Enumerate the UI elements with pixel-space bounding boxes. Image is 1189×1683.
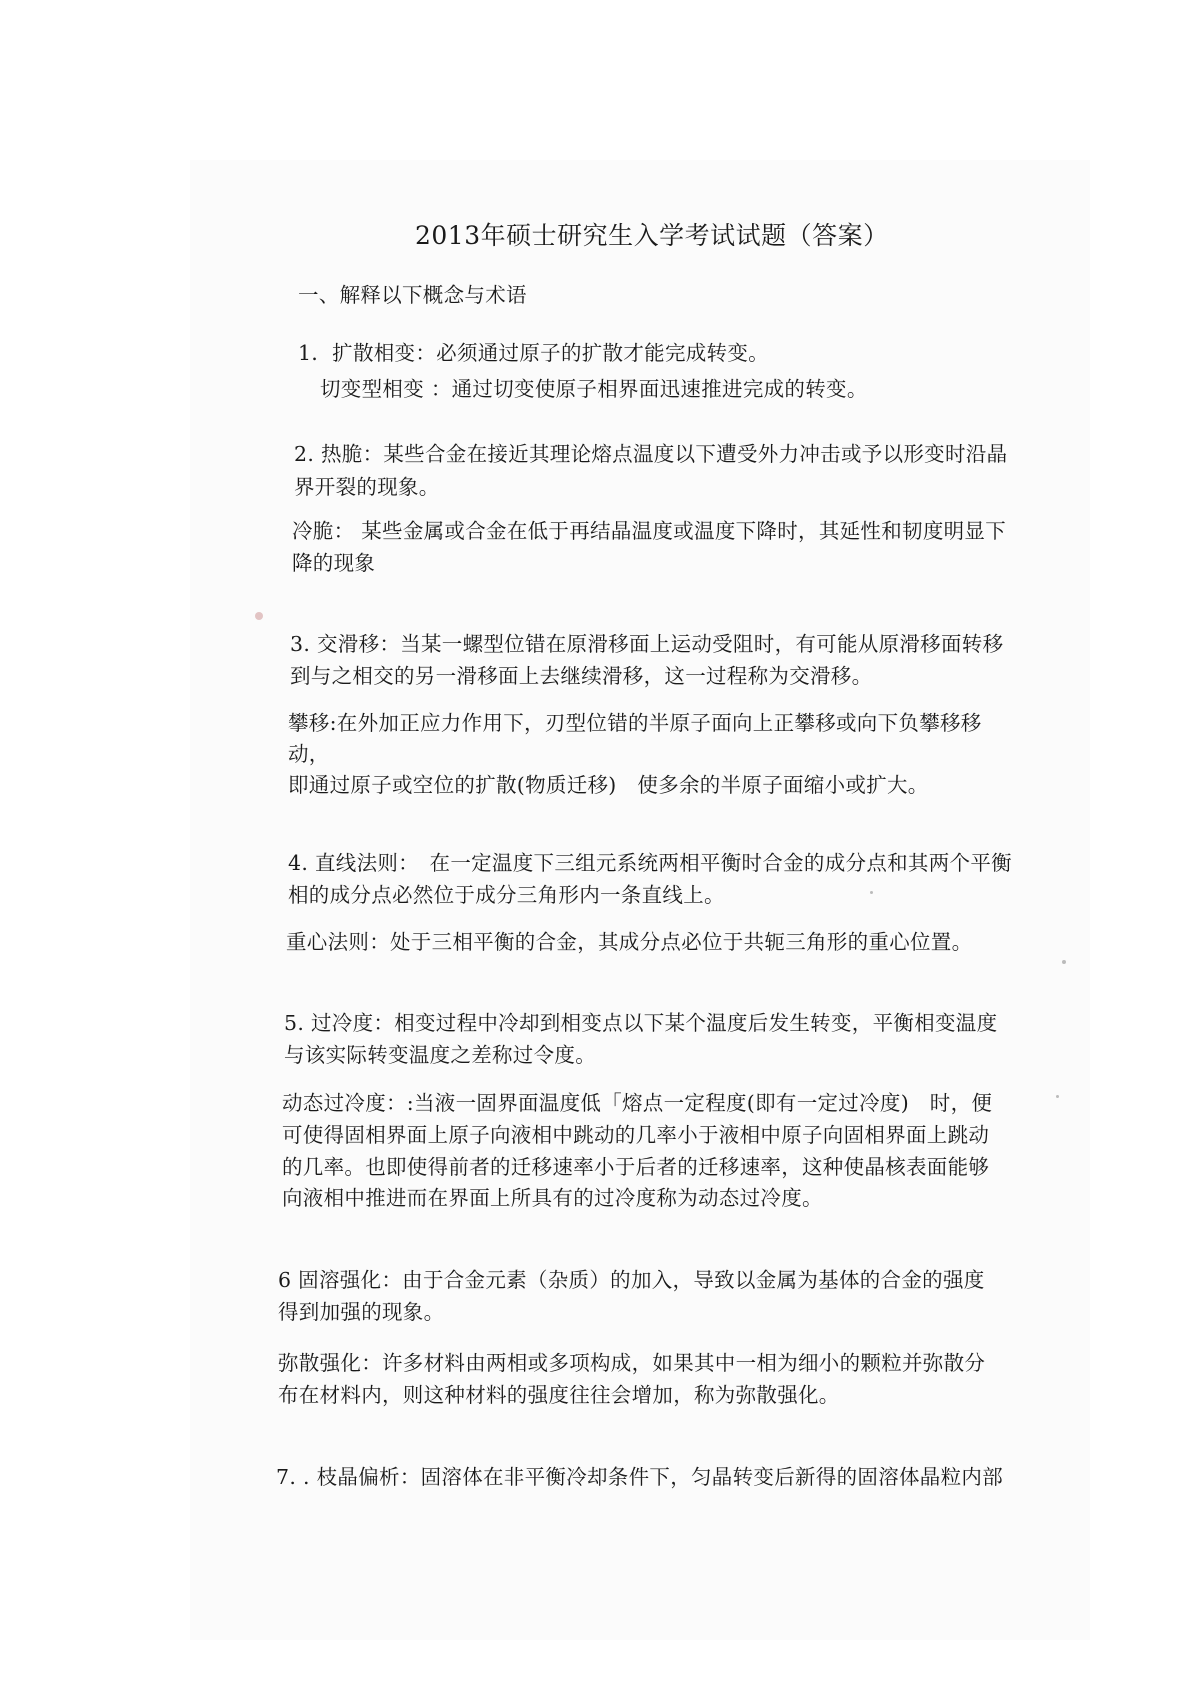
text-line: 6 固溶强化：由于合金元素（杂质）的加入，导致以金属为基体的合金的强度 (278, 1268, 985, 1292)
text-line: 重心法则：处于三相平衡的合金，其成分点必位于共轭三角形的重心位置。 (286, 930, 973, 954)
text-line: 到与之相交的另一滑移面上去继续滑移，这一过程称为交滑移。 (290, 664, 873, 688)
text-line: 弥散强化：许多材料由两相或多项构成，如果其中一相为细小的颗粒并弥散分 (278, 1351, 986, 1375)
text-line: 3. 交滑移：当某一螺型位错在原滑移面上运动受阻时，有可能从原滑移面转移 (290, 632, 1004, 656)
text-line: 5. 过冷度：相变过程中冷却到相变点以下某个温度后发生转变，平衡相变温度 (284, 1011, 998, 1035)
text-line: 相的成分点必然位于成分三角形内一条直线上。 (288, 883, 725, 907)
text-line: 1．扩散相变：必须通过原子的扩散才能完成转变。 (298, 341, 769, 365)
text-line: 2. 热脆：某些合金在接近其理论熔点温度以下遭受外力冲击或予以形变时沿晶 (294, 442, 1008, 466)
scan-speck (870, 891, 873, 894)
text-line: 切变型相变 ：通过切变使原子相界面迅速推进完成的转变。 (320, 377, 868, 401)
section-heading: 一、解释以下概念与术语 (298, 283, 527, 307)
text-line: 7. . 枝晶偏析：固溶体在非平衡冷却条件下，匀晶转变后新得的固溶体晶粒内部 (276, 1465, 1004, 1489)
text-line: 动态过冷度：:当液一固界面温度低「熔点一定程度(即有一定过冷度) 时，便 (282, 1091, 993, 1115)
text-line: 降的现象 (292, 551, 376, 575)
text-line: 得到加强的现象。 (278, 1300, 445, 1324)
text-line: 与该实际转变温度之差称过令度。 (284, 1043, 596, 1067)
text-line: 向液相中推进而在界面上所具有的过冷度称为动态过冷度。 (282, 1186, 823, 1210)
text-line: 4. 直线法则： 在一定温度下三组元系统两相平衡时合金的成分点和其两个平衡 (288, 851, 1012, 875)
text-line: 即通过原子或空位的扩散(物质迁移) 使多余的半原子面缩小或扩大。 (288, 773, 929, 797)
page-title: 2013年硕士研究生入学考试试题（答案） (415, 221, 889, 250)
scan-speck (1062, 960, 1066, 964)
text-line: 界开裂的现象。 (294, 475, 440, 499)
scan-speck (255, 612, 263, 620)
text-line: 动， (288, 742, 330, 766)
text-line: 布在材料内，则这种材料的强度往往会增加，称为弥散强化。 (278, 1383, 840, 1407)
scan-speck (1056, 1095, 1059, 1098)
text-line: 可使得固相界面上原子向液相中跳动的几率小于液相中原子向固相界面上跳动 (282, 1123, 990, 1147)
text-line: 冷脆： 某些金属或合金在低于再结晶温度或温度下降时，其延性和韧度明显下 (292, 519, 1007, 543)
text-line: 攀移:在外加正应力作用下，刃型位错的半原子面向上正攀移或向下负攀移移 (288, 711, 982, 735)
text-line: 的几率。也即使得前者的迁移速率小于后者的迁移速率，这种使晶核表面能够 (282, 1155, 990, 1179)
